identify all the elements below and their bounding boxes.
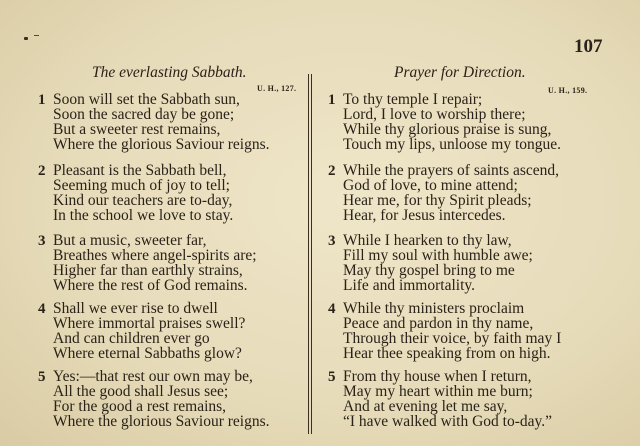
verse-line: May my heart within me burn; — [343, 383, 533, 400]
verse-number: 1 — [328, 92, 336, 108]
verse-line: Through their voice, by faith may I — [343, 330, 562, 347]
hymn-title: The everlasting Sabbath. — [92, 64, 247, 81]
verse-line: While thy ministers proclaim — [343, 300, 525, 317]
verse-line: Touch my lips, unloose my tongue. — [343, 136, 562, 153]
verse-line: And can children ever go — [53, 330, 210, 347]
verse-line: All the good shall Jesus see; — [53, 383, 229, 400]
verse-number: 5 — [38, 369, 46, 385]
verse-line: While thy glorious praise is sung, — [343, 121, 552, 138]
verse-line: While I hearken to thy law, — [343, 232, 512, 249]
verse-line: Fill my soul with humble awe; — [343, 247, 533, 264]
verse-line: Where eternal Sabbaths glow? — [53, 345, 242, 362]
verse-line: Where the rest of God remains. — [53, 277, 248, 294]
verse-line: Soon will set the Sabbath sun, — [53, 91, 240, 108]
verse-line: Shall we ever rise to dwell — [53, 300, 218, 317]
verse-number: 4 — [328, 301, 336, 317]
verse-line: While the prayers of saints ascend, — [343, 162, 560, 179]
hymn-reference: U. H., 127. — [257, 84, 297, 93]
verse-line: Yes:—that rest our own may be, — [53, 368, 253, 385]
verse-line: But a sweeter rest remains, — [53, 121, 221, 138]
verse-line: Where immortal praises swell? — [53, 315, 246, 332]
verse-line: Higher far than earthly strains, — [53, 262, 243, 279]
page-number: 107 — [574, 36, 603, 57]
verse-line: Seeming much of joy to tell; — [53, 177, 230, 194]
verse-number: 4 — [38, 301, 46, 317]
verse-number: 3 — [328, 233, 336, 249]
verse-line: Hear me, for thy Spirit pleads; — [343, 192, 532, 209]
verse-line: From thy house when I return, — [343, 368, 532, 385]
verse-line: Breathes where angel-spirits are; — [53, 247, 257, 264]
verse-line: Peace and pardon in thy name, — [343, 315, 534, 332]
verse-line: May thy gospel bring to me — [343, 262, 515, 279]
verse-line: But a music, sweeter far, — [53, 232, 207, 249]
verse-line: For the good a rest remains, — [53, 398, 227, 415]
verse-line: Where the glorious Saviour reigns. — [53, 136, 270, 153]
verse-line: “I have walked with God to-day.” — [343, 413, 553, 430]
verse-line: Where the glorious Saviour reigns. — [53, 413, 270, 430]
column-divider — [308, 74, 312, 434]
ink-mark — [34, 35, 39, 36]
verse-line: And at evening let me say, — [343, 398, 508, 415]
verse-line: Hear, for Jesus intercedes. — [343, 207, 506, 224]
verse-line: To thy temple I repair; — [343, 91, 483, 108]
ink-mark — [24, 37, 28, 40]
hymn-reference: U. H., 159. — [548, 86, 588, 95]
verse-line: Soon the sacred day be gone; — [53, 106, 235, 123]
verse-number: 1 — [38, 92, 46, 108]
verse-number: 2 — [328, 163, 336, 179]
verse-line: In the school we love to stay. — [53, 207, 234, 224]
verse-number: 2 — [38, 163, 46, 179]
verse-line: Pleasant is the Sabbath bell, — [53, 162, 227, 179]
verse-line: God of love, to mine attend; — [343, 177, 518, 194]
verse-number: 5 — [328, 369, 336, 385]
hymn-title: Prayer for Direction. — [394, 64, 526, 81]
verse-line: Kind our teachers are to-day, — [53, 192, 233, 209]
verse-line: Lord, I love to worship there; — [343, 106, 526, 123]
verse-line: Hear thee speaking from on high. — [343, 345, 551, 362]
verse-number: 3 — [38, 233, 46, 249]
verse-line: Life and immortality. — [343, 277, 475, 294]
